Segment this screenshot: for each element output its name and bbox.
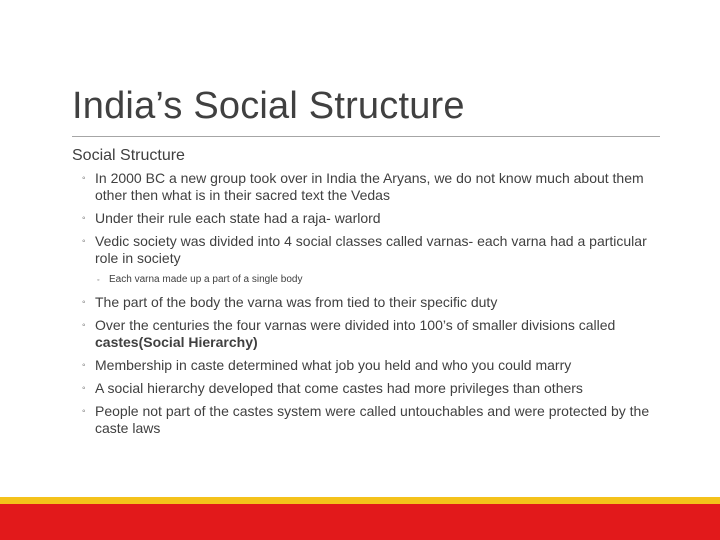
bullet-text: Under their rule each state had a raja- warlord	[95, 210, 381, 226]
bullet-text: Each varna made up a part of a single body	[109, 274, 303, 285]
bullet-text: The part of the body the varna was from tied to their specific duty	[95, 294, 498, 310]
footer-accent-yellow	[0, 497, 720, 504]
bullet-icon: ◦	[82, 236, 86, 247]
bullet-text: Vedic society was divided into 4 social classes called varnas- each varna had a particular role in society	[95, 233, 647, 266]
bullet-icon: ◦	[97, 277, 100, 284]
bullet-icon: ◦	[82, 383, 86, 394]
sub-list-item	[72, 273, 662, 286]
slide-content	[72, 146, 662, 443]
list-item	[72, 294, 662, 311]
list-item	[72, 357, 662, 374]
bullet-bold-text: castes(Social Hierarchy)	[95, 334, 258, 350]
bullet-text: In 2000 BC a new group took over in India the Aryans, we do not know much about them other then what is in their sacred text the Vedas	[95, 170, 644, 203]
list-item	[72, 210, 662, 227]
bullet-icon: ◦	[82, 406, 86, 417]
bullet-icon: ◦	[82, 297, 86, 308]
bullet-text: People not part of the castes system were called untouchables and were protected by the caste laws	[95, 403, 650, 436]
section-heading: Social Structure	[72, 147, 185, 164]
list-item	[72, 380, 662, 397]
bullet-list	[72, 170, 662, 437]
bullet-icon: ◦	[82, 173, 86, 184]
list-item	[72, 317, 662, 351]
bullet-icon: ◦	[82, 360, 86, 371]
list-item	[72, 403, 662, 437]
slide-title: India’s Social Structure	[72, 85, 465, 127]
bullet-icon: ◦	[82, 213, 86, 224]
title-divider	[72, 136, 660, 137]
list-item	[72, 233, 662, 267]
bullet-icon: ◦	[82, 320, 86, 331]
bullet-text: Over the centuries the four varnas were divided into 100’s of smaller divisions called	[95, 317, 616, 333]
bullet-text: A social hierarchy developed that come castes had more privileges than others	[95, 380, 583, 396]
footer-accent-red	[0, 504, 720, 540]
bullet-text: Membership in caste determined what job you held and who you could marry	[95, 357, 572, 373]
list-item	[72, 170, 662, 204]
